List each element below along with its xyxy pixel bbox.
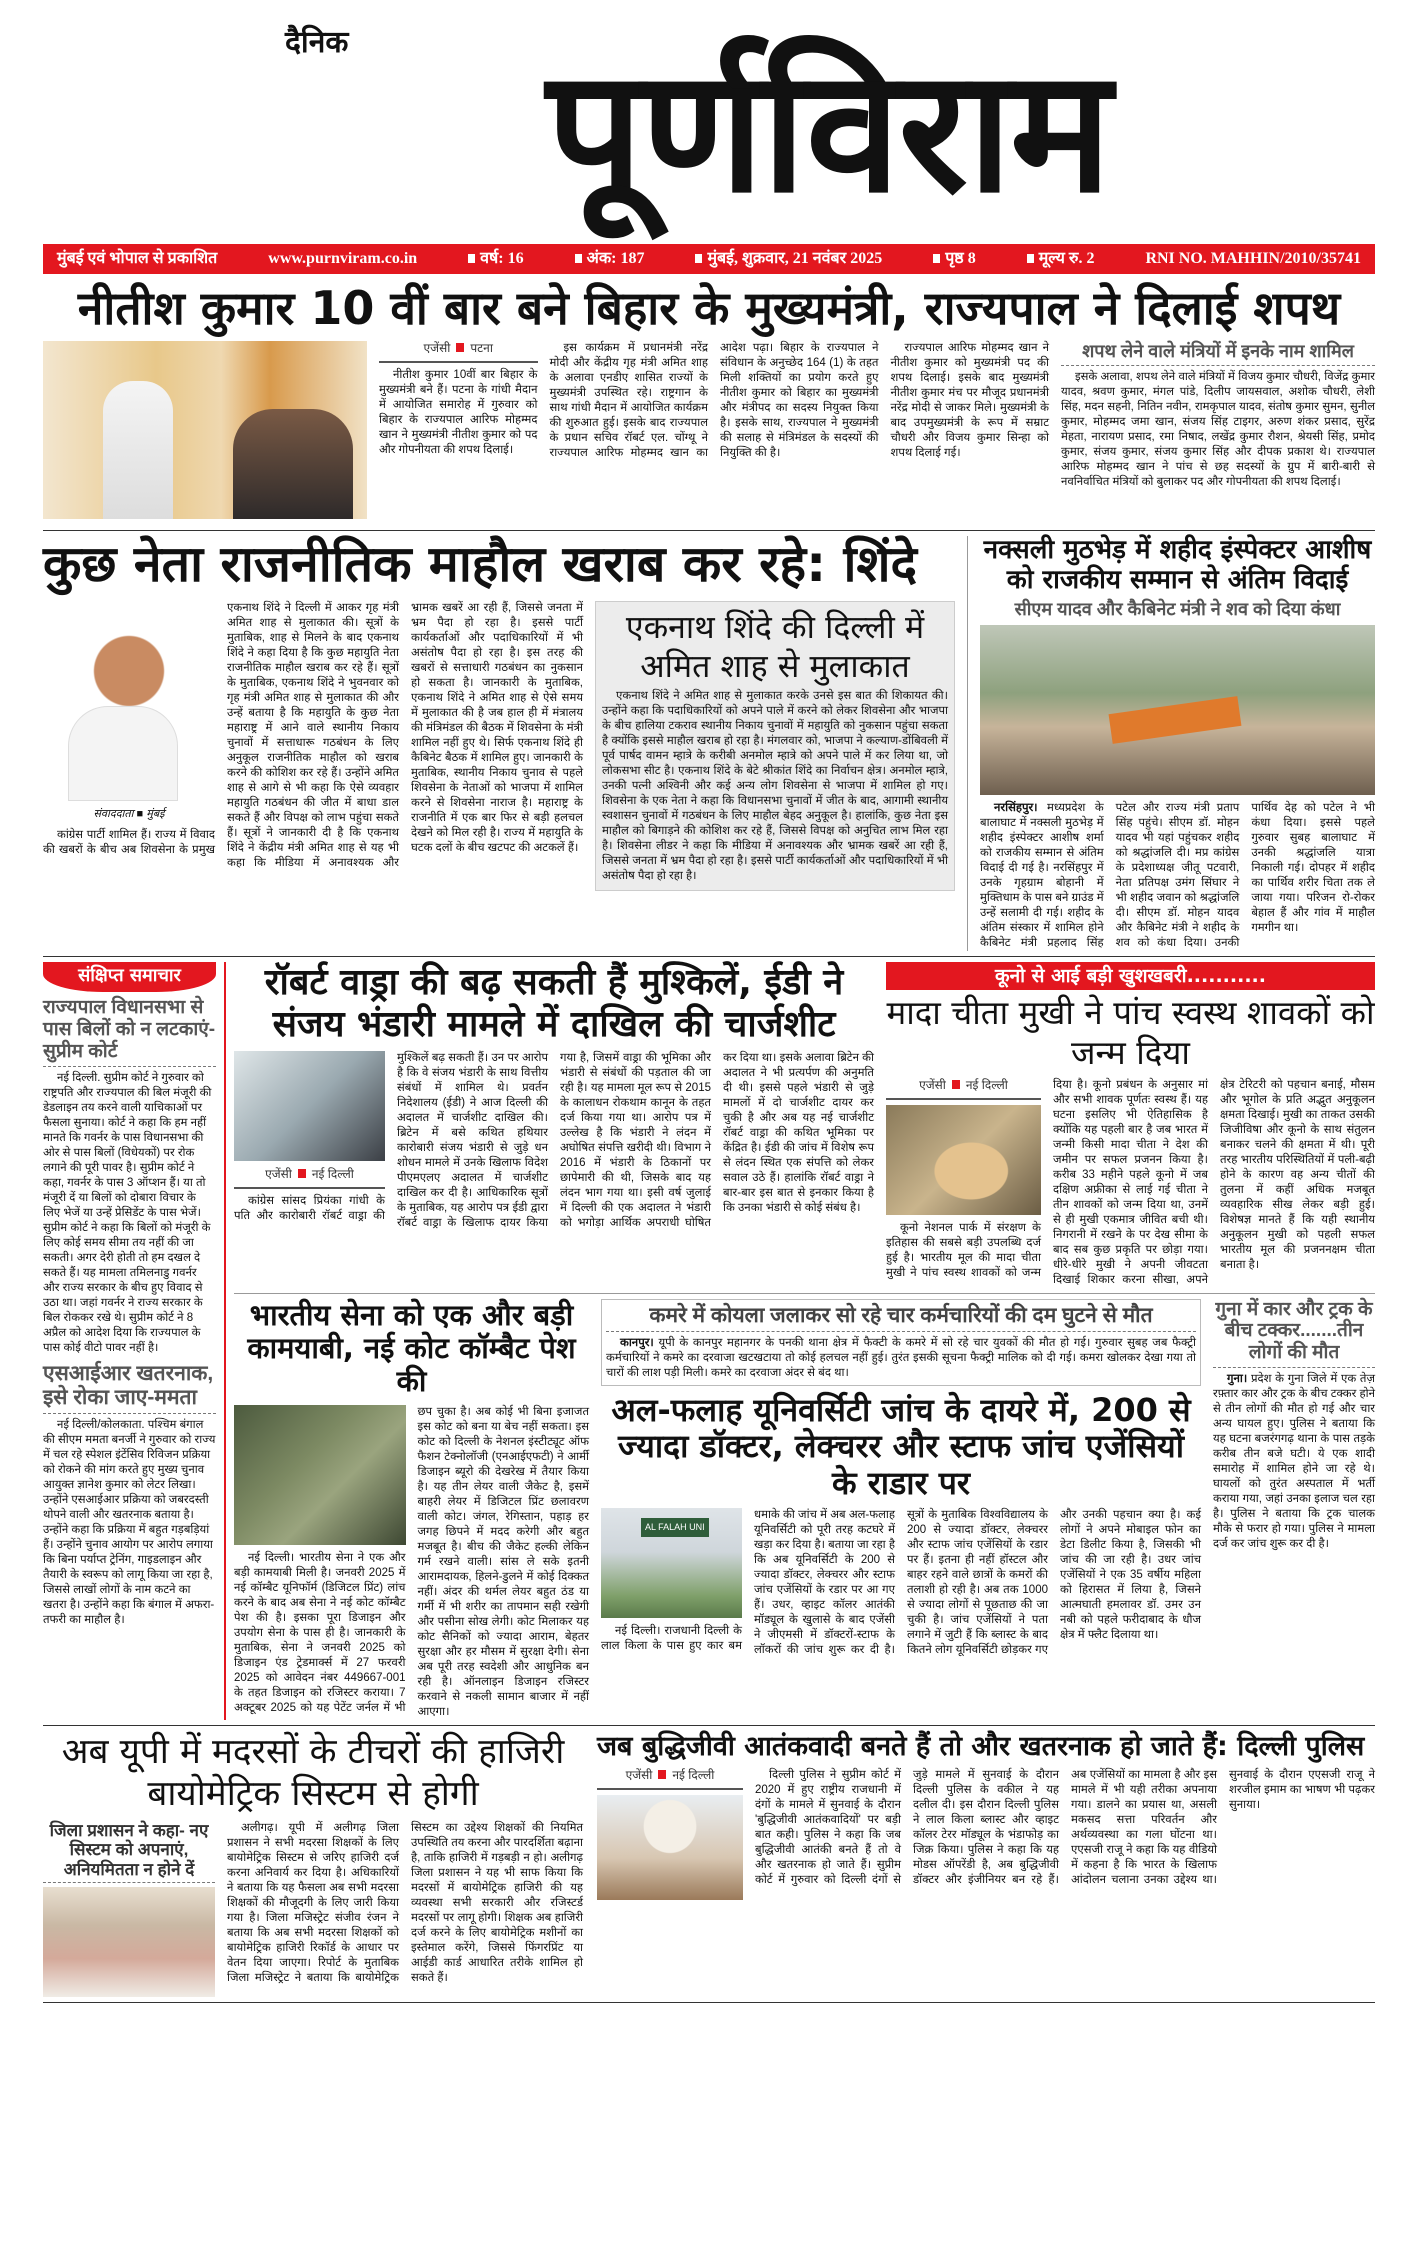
- cheetah-byline: एजेंसी नई दिल्ली: [886, 1078, 1041, 1100]
- army-headline: भारतीय सेना को एक और बड़ी कामयाबी, नई कोट कॉम्बैट पेश की: [247, 1297, 576, 1399]
- shinde-body: संवाददाता ■ मुंबई कांग्रेस पार्टी शामिल हैं। राज्य में विवाद की खबरों के बीच अब शिवसेना के प्रमुख एकनाथ शिंदे ने दिल्ली में आकर गृह मंत्री अमित शाह से मुलाकात की। सूत्रों के मुताबिक, शाह से मिलने के बाद एकनाथ शिंदे ने कहा दिया है कि कुछ महायुति नेता राजनीतिक माहौल खराब कर रहे हैं। सूत्रों के मुताबिक, एकनाथ शिंदे ने भुवनवार को गृह मंत्री अमित शाह से मुलाकात की और उन्हें बताया है कि महायुति के कुछ नेता महाराष्ट्र में आने वाले स्थानीय निकाय चुनावों में सत्ताधारू गठबंधन के लिए अनुकूल राजनीतिक माहौल को खराब करने की कोशिश कर रहे हैं। उन्होंने अमित शाह से आगे से भी कहा कि ऐसे व्यवहार महायुति गठबंधन की जीत में बाधा डाल सकते हैं और विपक्ष को लाभ पहुंचा सकते हैं। सूत्रों ने जानकारी दी है कि एकनाथ शिंदे ने केंद्रीय मंत्री अमित शाह से यह भी कहा कि मीडिया में अनावश्यक और भ्रामक खबरें आ रही हैं, जिससे जनता में भ्रम पैदा हो रहा है। इससे पार्टी कार्यकर्ताओं और पदाधिकारियों में भी असंतोष पैदा हो रहा है। इस तरह की खबरों से सत्ताधारी गठबंधन का नुकसान हो सकता है। जानकारी के मुताबिक, एकनाथ शिंदे ने अमित शाह से ऐसे समय में मुलाकात की है जब हाल ही में मंत्रालय की मंत्रिमंडल की बैठक में शिवसेना के मंत्री शामिल नहीं हुए थे। सिर्फ एकनाथ शिंदे ही कैबिनेट बैठक में शामिल हुए। जानकारी के मुताबिक, स्थानीय निकाय चुनाव से पहले शिवसेना के नेताओं को भाजपा में शामिल करने से शिवसेना नाराज है। महाराष्ट्र के राजनीति में एक बार फिर से बड़ी हलचल देखने को मिल रही है। राज्य में महायुति के घटक दलों के बीच खटपट की अटकलें हैं।: [43, 602, 583, 870]
- divider: [43, 1725, 1375, 1726]
- vadra-body: एजेंसी नई दिल्ली कांग्रेस सांसद प्रियंका गांधी के पति और कारोबारी रॉबर्ट वाड्रा की मुश्किलें बढ़ सकती हैं। उन पर आरोप है कि वे संजय भंडारी के साथ वित्तीय संबंधों में शामिल थे। प्रवर्तन निदेशालय (ईडी) ने आज दिल्ली की अदालत में चार्जशीट दाखिल की। ब्रिटेन में बसे कथित हथियार कारोबारी संजय भंडारी से जुड़े धन शोधन मामले में उनके खिलाफ विदेश पीएमएलए अदालत में चार्जशीट दाखिल कर दी है। आधिकारिक सूत्रों के मुताबिक, यह आरोप पत्र ईडी द्वारा रॉबर्ट वाड्रा के खिलाफ दायर किया गया है, जिसमें वाड्रा की भूमिका और भंडारी से संबंधों की पड़ताल की जा रही है। यह मामला मूल रूप से 2015 के कालाधन रोकथाम कानून के तहत दर्ज किया गया था। आरोप पत्र में उल्लेख है कि भंडारी ने लंदन में अघोषित संपत्ति खरीदी थी। विभाग ने 2016 में भंडारी के ठिकानों पर छापेमारी की थी, जिसके बाद यह लंदन भाग गया था। इसी वर्ष जुलाई में दिल्ली की एक अदालत ने भंडारी को भगोड़ा आर्थिक अपराधी घोषित कर दिया था। इसके अलावा ब्रिटेन की अदालत ने भी प्रत्यर्पण की अनुमति दी थी। इससे पहले भंडारी से जुड़े मामलों में दो चार्जशीट दायर कर चुकी है और अब यह नई चार्जशीट रॉबर्ट वाड्रा की कथित भूमिका पर केंद्रित है। ईडी की जांच में विशेष रूप से लंदन स्थित एक संपत्ति को लेकर सवाल उठे हैं। हालांकि रॉबर्ट वाड्रा ने बार-बार इस बात से इनकार किया है कि उनका भंडारी से कोई संबंध है।: [234, 1052, 874, 1230]
- cheetah-photo: [886, 1105, 1041, 1215]
- army-body: नई दिल्ली। भारतीय सेना ने एक और बड़ी कामयाबी मिली है। जनवरी 2025 में नई कॉम्बैट यूनिफॉर्म (डिजिटल प्रिंट) लांच करने के बाद अब सेना ने नई कोट कॉम्बैट पेश की है। इसका पूरा डिजाइन और उपयोग सेना के पास ही है। जानकारी के मुताबिक, सेना ने जनवरी 2025 को डिजाइन एंड ट्रेडमार्क्स में 27 फरवरी 2025 को आवेदन नंबर 449667-001 के तहत डिजाइन को रजिस्टर कराया। 7 अक्टूबर 2025 को यह पेटेंट जर्नल में भी छप चुका है। अब कोई भी बिना इजाजत इस कोट को बना या बेच नहीं सकता। इस कोट को दिल्ली के नेशनल इंस्टीट्यूट ऑफ फैशन टेक्नोलॉजी (एनआईएफटी) ने आर्मी डिजाइन ब्यूरो की देखरेख में तैयार किया है। यह तीन लेयर वाली जैकेट है, इसमें बाहरी लेयर में डिजिटल प्रिंट छलावरण वाली कोट। जंगल, रेगिस्तान, पहाड़ हर जगह छिपने में मदद करेगी और बहुत मजबूत है। बीच की जैकेट हल्की लेकिन गर्म रखने वाली। सांस ले सके इतनी आरामदायक, हिलने-डुलने में कोई दिक्कत नहीं। अंदर की थर्मल लेयर बहुत ठंड या गर्मी में भी शरीर का तापमान सही रखेगी और पसीना सोख लेगी। कोट मिलाकर यह कोट सैनिकों को ज्यादा आराम, बेहतर सुरक्षा और हर मौसम में सुरक्षा देगी। सेना अब पूरी तरह स्वदेशी और आधुनिक बन रही है। ऑनलाइन डिजाइन रजिस्टर करवाने से नकली सामान बाजार में नहीं आएगा।: [234, 1405, 589, 1718]
- brief-title: एसआईआर खतरनाक, इसे रोका जाए-ममता: [43, 1362, 216, 1414]
- lead-headline: नीतीश कुमार 10 वीं बार बने बिहार के मुख्यमंत्री, राज्यपाल ने दिलाई शपथ: [77, 281, 1341, 335]
- coal-alfalah-column: [601, 1299, 1201, 1659]
- naxal-body: नरसिंहपुर। मध्यप्रदेश के बालाघाट में नक्सली मुठभेड़ में शहीद इंस्पेक्टर आशीष शर्मा को राजकीय सम्मान से अंतिम विदाई दी गई है। नरसिंहपुर में उनके गृहग्राम बोहानी में मुक्तिधाम के पास बने ग्राउंड में उन्हें सलामी दी गई। शहीद के अंतिम संस्कार में शामिल होने कैबिनेट मंत्री प्रहलाद सिंह पटेल और राज्य मंत्री प्रताप सिंह पहुंचे। सीएम डॉ. मोहन यादव भी यहां पहुंचकर शहीद को श्रद्धांजलि दी। मप्र कांग्रेस के प्रदेशाध्यक्ष जीतू पटवारी, नेता प्रतिपक्ष उमंग सिंघार ने भी शहीद जवान को श्रद्धांजलि दी। सीएम डॉ. मोहन यादव और कैबिनेट मंत्री ने शहीद के शव को कंधा दिया। उनकी पार्थिव देह को पटेल ने भी कंधा दिया। इससे पहले गुरुवार सुबह बालाघाट में उनकी श्रद्धांजलि यात्रा निकाली गई। दोपहर में शहीद का पार्थिव शरीर चिता तक ले जाया गया। परिजन रो-रोकर बेहाल हैं और गांव में माहौल गमगीन था।: [980, 802, 1375, 950]
- red-square-icon: [298, 1169, 306, 1178]
- coal-box: [601, 1299, 1201, 1386]
- alfalah-body: AL FALAH UNI नई दिल्ली। राजधानी दिल्ली के लाल किला के पास हुए कार बम धमाके की जांच में अब अल-फलाह यूनिवर्सिटी को पूरी तरह कटघरे में खड़ा कर दिया है। बताया जा रहा है कि अब यूनिवर्सिटी के 200 से ज्यादा डॉक्टर, लेक्चरर और स्टाफ जांच एजेंसियों के रडार पर आ गए हैं। उधर, व्हाइट कॉलर आतंकी मॉड्यूल के खुलासे के बाद एजेंसी ने जीएमसी में डॉक्टरों-स्टाफ के लॉकरों की जांच शुरू कर दी है। सूत्रों के मुताबिक विश्वविद्यालय के 200 से ज्यादा डॉक्टर, लेक्चरर और स्टाफ जांच एजेंसियों के रडार पर हैं। इतना ही नहीं हॉस्टल और बाहर रहने वाले छात्रों के कमरों की तलाशी हो रही है। अब तक 1000 से ज्यादा लोगों से पूछताछ की जा चुकी है। जांच एजेंसियों ने पता लगाने में जुटी हैं कि ब्लास्ट के बाद कितने लोग यूनिवर्सिटी छोड़कर गए और उनकी पहचान क्या है। कई लोगों ने अपने मोबाइल फोन का डेटा डिलीट किया है, जिसकी भी जांच की जा रही है। उधर जांच एजेंसियों ने एक 35 वर्षीय महिला को हिरासत में लिया है, जिसने आत्मघाती हमलावर डॉ. उमर उन नबी को पहले फरीदाबाद के धौज क्षेत्र में फ्लैट दिलाया था।: [601, 1509, 1201, 1657]
- supreme-court-photo: [597, 1795, 743, 1900]
- red-column-rule: [224, 962, 226, 1719]
- cheetah-story: [886, 962, 1375, 1287]
- vadra-story: [234, 962, 874, 1231]
- vadra-byline: एजेंसी नई दिल्ली: [234, 1167, 385, 1189]
- university-photo: [601, 1508, 742, 1618]
- red-square-icon: [456, 343, 464, 352]
- delhi-police-body: एजेंसी नई दिल्ली दिल्ली पुलिस ने सुप्रीम कोर्ट में 2020 में हुए राष्ट्रीय राजधानी में दंगों के मामले में सुनवाई के दौरान 'बुद्धिजीवी आतंकवादियों' पर बड़ी बात कही। पुलिस ने कहा कि जब बुद्धिजीवी आतंकी बनते हैं तो वे और खतरनाक हो जाते हैं। सुप्रीम कोर्ट में गुरुवार को दिल्ली दंगों से जुड़े मामले में सुनवाई के दौरान दिल्ली पुलिस के वकील ने यह दलील दी। इस दौरान दिल्ली पुलिस ने लाल किला ब्लास्ट और व्हाइट कॉलर टेरर मॉड्यूल के भंडाफोड़ का जिक्र किया। पुलिस ने कहा कि यह मोडस ऑपरेंडी है, अब बुद्धिजीवी डॉक्टर और इंजीनियर बन रहे हैं। अब एजेंसियों का मामला है और इस मामले में भी यही तरीका अपनाया गया। डालने का प्रयास था, असली मकसद सत्ता परिवर्तन और अर्थव्यवस्था का गला घोंटना था। एएसजी राजू ने कहा कि यह वीडियो में कहना है कि भारत के खिलाफ आंदोलन चलाना उनका उद्देश्य था। सुनवाई के दौरान एएसजी राजू ने शरजील इमाम का भाषण भी पढ़कर सुनाया।: [597, 1768, 1375, 1900]
- shinde-caption: संवाददाता ■ मुंबई: [93, 808, 165, 821]
- madrasa-photo: [43, 1887, 215, 1997]
- published-from: मुंबई एवं भोपाल से प्रकाशित: [57, 250, 218, 267]
- brief-news-banner: संक्षिप्त समाचार: [43, 962, 216, 992]
- shinde-photo: [43, 601, 215, 801]
- inset-title: एकनाथ शिंदे की दिल्ली में अमित शाह से मुलाकात: [625, 608, 925, 685]
- issue: अंक: 187: [586, 250, 645, 267]
- row-shinde-naxal: [43, 536, 1375, 951]
- army-story: [234, 1299, 589, 1720]
- brief-body: नई दिल्ली/कोलकाता. पश्चिम बंगाल की सीएम ममता बनर्जी ने गुरुवार को राज्य में चल रहे स्पेशल इंटेंसिव रिविजन प्रक्रिया को रोकने की मांग करते हुए मुख्य चुनाव आयुक्त ज्ञानेश कुमार को लेटर लिखा। उन्होंने एसआईआर प्रक्रिया को जबरदस्ती थोपने वाली और खतरनाक बताया है। उन्होंने कहा कि प्रक्रिया में बहुत गड़बड़ियां हैं। उन्होंने चुनाव आयोग पर आरोप लगाया कि बिना पर्याप्त ट्रेनिंग, गाइडलाइन और तैयारी के स्वरूप को लागू किया जा रहा है, जिससे लाखों लोगों के नाम कटने का खतरा है। उन्होंने कहा कि बंगाल में अफरा-तफरी का माहौल है।: [43, 1419, 216, 1627]
- guna-body: गुना। प्रदेश के गुना जिले में एक तेज़ रफ़्तार कार और ट्रक के बीच टक्कर होने से तीन लोगों की मौत हो गई और चार अन्य घायल हुए। पुलिस ने बताया कि यह घटना बजरंगगढ़ थाना के पास तड़के करीब तीन बजे घटी। ये एक शादी समारोह में शामिल होने जा रहे थे। घायलों को तुरंत अस्पताल में भर्ती कराया गया, जहां उनका इलाज चल रहा है। पुलिस ने बताया कि ट्रक चालक मौके से फरार हो गया। पुलिस ने मामला दर्ज कर जांच शुरू कर दी है।: [1213, 1373, 1375, 1551]
- row-middle: [43, 962, 1375, 1719]
- divider: [43, 2002, 1375, 2003]
- square-bullet-icon: [468, 254, 475, 263]
- cheetah-banner: कूनो से आई बड़ी खुशखबरी...........: [886, 962, 1375, 990]
- nitish-body: एजेंसी पटना नीतीश कुमार 10वीं बार बिहार के मुख्यमंत्री बने हैं। पटना के गांधी मैदान में आयोजित समारोह में गुरुवार को बिहार के राज्यपाल आरिफ मोहम्मद खान ने मुख्यमंत्री नीतीश कुमार को पद और गोपनीयता की शपथ दिलाई। इस कार्यक्रम में प्रधानमंत्री नरेंद्र मोदी और केंद्रीय गृह मंत्री अमित शाह के अलावा एनडीए शासित राज्यों के मुख्यमंत्री उपस्थित रहे। राष्ट्रगान के साथ गांधी मैदान में आयोजित कार्यक्रम की शुरुआत हुई। इसके बाद राज्यपाल के प्रधान सचिव रॉबर्ट एल. चोंग्थू ने राज्यपाल आरिफ मोहम्मद खान का आदेश पढ़ा। बिहार के राज्यपाल ने संविधान के अनुच्छेद 164 (1) के तहत मिली शक्तियों का प्रयोग करते हुए नीतीश कुमार को बिहार का मुख्यमंत्री और मंत्रीपद का सदस्य नियुक्त किया है। इसके साथ, राज्यपाल ने मुख्यमंत्री की सलाह से मंत्रिमंडल के सदस्यों की नियुक्ति की है। राज्यपाल आरिफ मोहम्मद खान ने नीतीश कुमार को मुख्यमंत्री पद की शपथ दिलाई। इसके बाद मुख्यमंत्री नीतीश कुमार मंच पर मौजूद प्रधानमंत्री नरेंद्र मोदी से जाकर मिले। मुख्यमंत्री के बाद उपमुख्यमंत्री के रूप में सम्राट चौधरी और विजय कुमार सिन्हा को शपथ दिलाई गई।: [379, 340, 1049, 459]
- red-square-icon: [658, 1770, 666, 1779]
- square-bullet-icon: [695, 254, 702, 263]
- date: मुंबई, शुक्रवार, 21 नवंबर 2025: [707, 250, 883, 267]
- year: वर्ष: 16: [480, 250, 524, 267]
- website-link[interactable]: www.purnviram.co.in: [268, 250, 418, 267]
- cheetah-body: एजेंसी नई दिल्ली कूनो नेशनल पार्क में संरक्षण के इतिहास की सबसे बड़ी उपलब्धि दर्ज हुई है। भारतीय मूल की मादा चीता मुखी ने पांच स्वस्थ शावकों को जन्म दिया है। कूनो प्रबंधन के अनुसार मां और सभी शावक पूर्णतः स्वस्थ हैं। यह घटना इसलिए भी ऐतिहासिक है क्योंकि यह पहली बार है जब भारत में जन्मी किसी मादा चीता ने देश की जमीन पर सफल प्रजनन किया है। करीब 33 महीने पहले कूनो में जब दक्षिण अफ्रीका से लाई गई चीता ने तीन शावकों को जन्म दिया था, उनमें से ही मुखी एकमात्र जीवित बची थी। निगरानी में रखने के पर देख सीमा के बाद सब कुछ प्रकृति पर छोड़ा गया। धीरे-धीरे मुखी ने अपनी जीवटता दिखाई शिकार करना सीखा, अपने क्षेत्र टेरिटरी को पहचान बनाई, मौसम और भूगोल के प्रति अद्भुत अनुकूलन क्षमता दिखाई। मुखी का ताकत उसकी जिजीविषा और कूनो के साथ संतुलन बनाकर चलने की क्षमता में थी। पूरी तरह भारतीय परिस्थितियों में पली-बढ़ी होने के कारण वह अन्य चीतों की तुलना में कहीं अधिक मजबूत व्यवहारिक सीख लेकर बड़ी हुई। विशेषज्ञ मानते हैं कि यही स्थानीय अनुकूलन मुखी को पहली सफल भारतीय मूल की प्रजननक्षम चीता बनाता है।: [886, 1077, 1375, 1286]
- swearing-in-photo: [43, 341, 367, 519]
- delhi-police-headline: जब बुद्धिजीवी आतंकवादी बनते हैं तो और खतरनाक हो जाते हैं: दिल्ली पुलिस: [597, 1730, 1365, 1762]
- naxal-story: [980, 536, 1375, 951]
- guna-headline: गुना में कार और ट्रक के बीच टक्कर.......तीन लोगों की मौत: [1213, 1299, 1375, 1369]
- masthead: [43, 0, 1375, 244]
- vadra-photo: [234, 1051, 385, 1161]
- column-rule: [967, 536, 968, 951]
- nitish-story: [43, 341, 1375, 525]
- naxal-subhead: सीएम यादव और कैबिनेट मंत्री ने शव को दिया कंधा: [1014, 598, 1341, 619]
- shinde-story: [43, 536, 955, 891]
- alfalah-headline: अल-फलाह यूनिवर्सिटी जांच के दायरे में, 200 से ज्यादा डॉक्टर, लेक्चरर और स्टाफ जांच एजेंसियों के राडार पर: [611, 1390, 1191, 1503]
- ministers-title: शपथ लेने वाले मंत्रियों में इनके नाम शामिल: [1061, 341, 1375, 366]
- naxal-headline: नक्सली मुठभेड़ में शहीद इंस्पेक्टर आशीष को राजकीय सम्मान से अंतिम विदाई: [983, 534, 1372, 595]
- madrasa-body: जिला प्रशासन ने कहा- नए सिस्टम को अपनाएं, अनियमितता न होने दें अलीगढ़। यूपी में अलीगढ़ जिला प्रशासन ने सभी मदरसा शिक्षकों के लिए बायोमेट्रिक सिस्टम से जरिए हाजिरी दर्ज करना अनिवार्य कर दिया है। अधिकारियों ने बताया कि यह फैसला अब सभी मदरसा शिक्षकों की मौजूदगी के लिए जारी किया गया है। जिला मजिस्ट्रेट संजीव रंजन ने बताया कि अब सभी मदरसा शिक्षकों को बायोमेट्रिक हाजिरी रिकॉर्ड के आधार पर वेतन दिया जाएगा। रिपोर्ट के मुताबिक जिला मजिस्ट्रेट ने बताया कि बायोमेट्रिक सिस्टम का उद्देश्य शिक्षकों की नियमित उपस्थिति तय करना और पारदर्शिता बढ़ाना है, ताकि हाजिरी में गड़बड़ी न हो। अलीगढ़ जिला प्रशासन ने यह भी साफ किया कि मदरसों में बायोमेट्रिक हाजिरी की यह व्यवस्था सभी सरकारी और रजिस्टर्ड मदरसों पर लागू होगी। शिक्षक अब हाजिरी दर्ज करने के लिए बायोमेट्रिक मशीनों का इस्तेमाल करेंगे, जिससे फिंगरप्रिंट या आईडी कार्ड आधारित तरीके शामिल हो सकते हैं।: [43, 1821, 583, 1998]
- army-photo: [234, 1405, 406, 1545]
- price: मूल्य रु. 2: [1038, 250, 1095, 267]
- madrasa-story: [43, 1731, 583, 1998]
- delhi-police-story: [597, 1731, 1375, 1900]
- masthead-prefix: दैनिक: [285, 25, 349, 60]
- divider: [234, 1293, 1375, 1294]
- cheetah-headline: मादा चीता मुखी ने पांच स्वस्थ शावकों को जन्म दिया: [886, 993, 1375, 1072]
- middle-main: [234, 962, 1375, 1719]
- funeral-photo: [980, 625, 1375, 795]
- ministers-body: इसके अलावा, शपथ लेने वाले मंत्रियों में विजय कुमार चौधरी, विजेंद्र कुमार यादव, श्रवण कुमार, मंगल पांडे, दिलीप जायसवाल, अशोक चौधरी, लेशी सिंह, मदन सहनी, नितिन नवीन, रामकृपाल यादव, संतोष कुमार सुमन, सुनील कुमार, मोहम्मद जमा खान, संजय सिंह टाइगर, अरुण शंकर प्रसाद, सुरेंद्र मेहता, नारायण प्रसाद, रमा निषाद, लखेंद्र कुमार रौशन, श्रेयसी सिंह, प्रमोद कुमार, संजय कुमार, संजय कुमार सिंह और दीपक प्रकाश थे। राज्यपाल आरिफ मोहम्मद खान ने पांच से छह सदस्यों के ग्रुप में बारी-बारी से नवनिर्वाचित मंत्रियों को बुलाकर पद और गोपनीयता की शपथ दिलाई।: [1061, 370, 1375, 488]
- madrasa-headline: अब यूपी में मदरसों के टीचरों की हाजिरी बायोमेट्रिक सिस्टम से होगी: [61, 1731, 565, 1814]
- university-sign: AL FALAH UNI: [641, 1518, 709, 1537]
- nitish-byline: एजेंसी पटना: [379, 341, 538, 363]
- square-bullet-icon: [575, 254, 582, 263]
- ministers-box: [1061, 341, 1375, 490]
- vadra-headline: रॉबर्ट वाड्रा की बढ़ सकती हैं मुश्किलें, ईडी ने संजय भंडारी मामले में दाखिल की चार्जशीट: [264, 962, 844, 1045]
- shinde-headline: कुछ नेता राजनीतिक माहौल खराब कर रहे: शिंदे: [43, 534, 917, 593]
- coal-body: कानपुर। यूपी के कानपुर महानगर के पनकी थाना क्षेत्र में फैक्टी के कमरे में सो रहे चार युवकों की मौत हो गई। गुरुवार सुबह जब फैक्ट्री कर्मचारियों ने कमरे का दरवाजा खटखटाया तो कोई हलचल नहीं हुई। तुरंत इसकी सूचना फैक्ट्री मालिक को दी गई। कमरा खोलकर देखा गया तो चारों की लाश पड़ी मिली। कमरे का दरवाजा अंदर से बंद था।: [606, 1336, 1196, 1379]
- red-square-icon: [952, 1080, 960, 1089]
- inset-body: एकनाथ शिंदे ने अमित शाह से मुलाकात करके उनसे इस बात की शिकायत की। उन्होंने कहा कि पदाधिकारियों को अपने पाले में करने को लेकर शिवसेना और भाजपा के बीच हालिया टकराव स्थानीय निकाय चुनावों में महायुति को नुकसान पहुंचा सकता है क्योंकि इससे माहौल खराब हो रहा है। मंगलवार को, भाजपा ने कल्याण-डोंबिवली में पूर्व पार्षद वामन म्हात्रे के करीबी अनमोल म्हात्रे को अपने पाले में कर लिया था, जो लोकसभा सीट है। एकनाथ शिंदे के बेटे श्रीकांत शिंदे का निर्वाचन क्षेत्र। अनमोल म्हात्रे, उनकी पत्नी अश्विनी और कई अन्य लोग शिवसेना से भाजपा में शामिल हो गए। शिवसेना के एक नेता ने कहा कि विधानसभा चुनावों में जीत के बाद, आगामी स्थानीय स्वशासन चुनावों में गठबंधन के लिए माहौल बेहद अनुकूल है। हालांकि, कुछ नेता इस माहौल को बिगाड़ने की कोशिश कर रहे हैं, जिससे विपक्ष को अनुचित लाभ मिल रहा है। शिवसेना लीडर ने कहा कि मीडिया में अनावश्यक और भ्रामक खबरें आ रही हैं, जिससे जनता में भ्रम पैदा हो रहा है। इससे पार्टी कार्यकर्ताओं और पदाधिकारियों में भी असंतोष पैदा हो रहा है।: [602, 690, 948, 883]
- guna-box: [1213, 1299, 1375, 1553]
- newspaper-logo: पूर्णविराम: [546, 33, 1110, 231]
- brief-title: राज्यपाल विधानसभा से पास बिलों को न लटकाएं-सुप्रीम कोर्ट: [43, 997, 216, 1067]
- divider: [43, 530, 1375, 531]
- delhi-police-byline: एजेंसी नई दिल्ली: [597, 1768, 743, 1790]
- square-bullet-icon: [1027, 254, 1034, 263]
- brief-news-column: [43, 962, 216, 1628]
- info-bar: [43, 244, 1375, 274]
- shinde-inset-box: [595, 601, 955, 891]
- madrasa-subhead: जिला प्रशासन ने कहा- नए सिस्टम को अपनाएं, अनियमितता न होने दें: [43, 1821, 215, 1884]
- rni-number: RNI NO. MAHHIN/2010/35741: [1145, 250, 1361, 267]
- divider: [43, 956, 1375, 957]
- pages: पृष्ठ 8: [945, 250, 976, 267]
- square-bullet-icon: [933, 254, 940, 263]
- brief-body: नई दिल्ली. सुप्रीम कोर्ट ने गुरुवार को राष्ट्रपति और राज्यपाल की बिल मंजूरी की डेडलाइन तय करने वाली याचिकाओं पर फैसला सुनाया। कोर्ट ने कहा कि हम नहीं मानते कि गवर्नर के पास विधानसभा की ओर से पास बिलों (विधेयकों) पर रोक लगाने की पूरी पावर है। सुप्रीम कोर्ट ने कहा, गवर्नर के पास 3 ऑप्शन हैं। या तो मंजूरी दें या बिलों को दोबारा विचार के लिए भेजें या उन्हें प्रेसिडेंट के पास भेजें। सुप्रीम कोर्ट ने कहा कि बिलों को मंजूरी के लिए कोई समय सीमा तय नहीं की जा सकती। अगर देरी होती तो हम दखल दे सकते हैं। यह मामला तमिलनाडु गवर्नर और राज्य सरकार के बीच हुए विवाद से उठा था। जहां गवर्नर ने राज्य सरकार के बिल रोककर रखे थे। सुप्रीम कोर्ट ने 8 अप्रैल को आदेश दिया कि राज्यपाल के पास कोई वीटो पावर नहीं है।: [43, 1071, 212, 1354]
- row-bottom: [43, 1731, 1375, 1998]
- coal-headline: कमरे में कोयला जलाकर सो रहे चार कर्मचारियों की दम घुटने से मौत: [606, 1304, 1196, 1332]
